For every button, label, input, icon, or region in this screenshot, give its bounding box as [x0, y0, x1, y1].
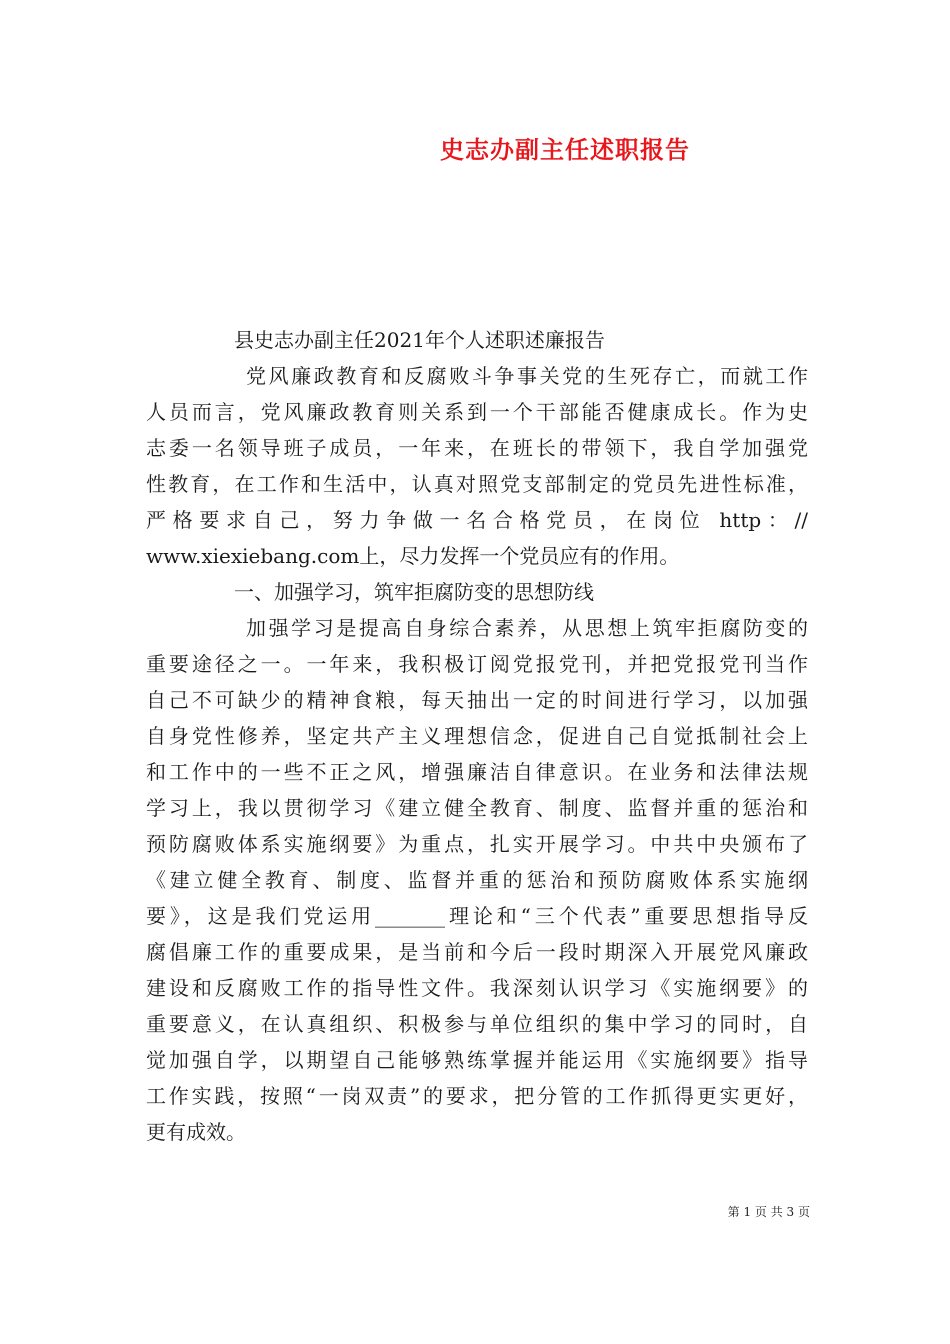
paragraph-line: 自己不可缺少的精神食粮，每天抽出一定的时间进行学习，以加强: [146, 688, 808, 712]
paragraph-line: 性教育，在工作和生活中，认真对照党支部制定的党员先进性标准，: [146, 472, 808, 496]
paragraph-line: 人员而言，党风廉政教育则关系到一个干部能否健康成长。作为史: [146, 400, 808, 424]
paragraph-line: 学习上，我以贯彻学习《建立健全教育、制度、监督并重的惩治和: [146, 796, 808, 820]
document-subtitle: 县史志办副主任2021年个人述职述廉报告: [234, 328, 605, 352]
paragraph-line: 志委一名领导班子成员，一年来，在班长的带领下，我自学加强党: [146, 436, 808, 460]
paragraph-line: 更有成效。: [146, 1120, 246, 1144]
paragraph-line: 严格要求自己，努力争做一名合格党员，在岗位 http：//: [146, 508, 808, 532]
paragraph-line: 自身党性修养，坚定共产主义理想信念，促进自己自觉抵制社会上: [146, 724, 808, 748]
paragraph-line: 工作实践，按照“一岗双责”的要求，把分管的工作抓得更实更好，: [146, 1084, 808, 1108]
paragraph-line: 预防腐败体系实施纲要》为重点，扎实开展学习。中共中央颁布了: [146, 832, 808, 856]
document-title: 史志办副主任述职报告: [440, 135, 690, 164]
paragraph-line: 和工作中的一些不正之风，增强廉洁自律意识。在业务和法律法规: [146, 760, 808, 784]
paragraph-line: 建设和反腐败工作的指导性文件。我深刻认识学习《实施纲要》的: [146, 976, 808, 1000]
section-heading: 一、加强学习，筑牢拒腐防变的思想防线: [234, 580, 594, 604]
paragraph-line: 重要意义，在认真组织、积极参与单位组织的集中学习的同时，自: [146, 1012, 808, 1036]
page-number: 第 1 页 共 3 页: [727, 1205, 810, 1219]
paragraph-line: 《建立健全教育、制度、监督并重的惩治和预防腐败体系实施纲: [146, 868, 808, 892]
paragraph-line: 加强学习是提高自身综合素养，从思想上筑牢拒腐防变的: [246, 616, 808, 640]
paragraph-line: www.xiexiebang.com上，尽力发挥一个党员应有的作用。: [146, 544, 680, 568]
paragraph-line: 重要途径之一。一年来，我积极订阅党报党刊，并把党报党刊当作: [146, 652, 808, 676]
paragraph-line: 党风廉政教育和反腐败斗争事关党的生死存亡，而就工作: [246, 364, 808, 388]
paragraph-line: 觉加强自学，以期望自己能够熟练掌握并能运用《实施纲要》指导: [146, 1048, 808, 1072]
paragraph-line: 要》，这是我们党运用_______理论和“三个代表”重要思想指导反: [146, 904, 808, 928]
paragraph-line: 腐倡廉工作的重要成果，是当前和今后一段时期深入开展党风廉政: [146, 940, 808, 964]
